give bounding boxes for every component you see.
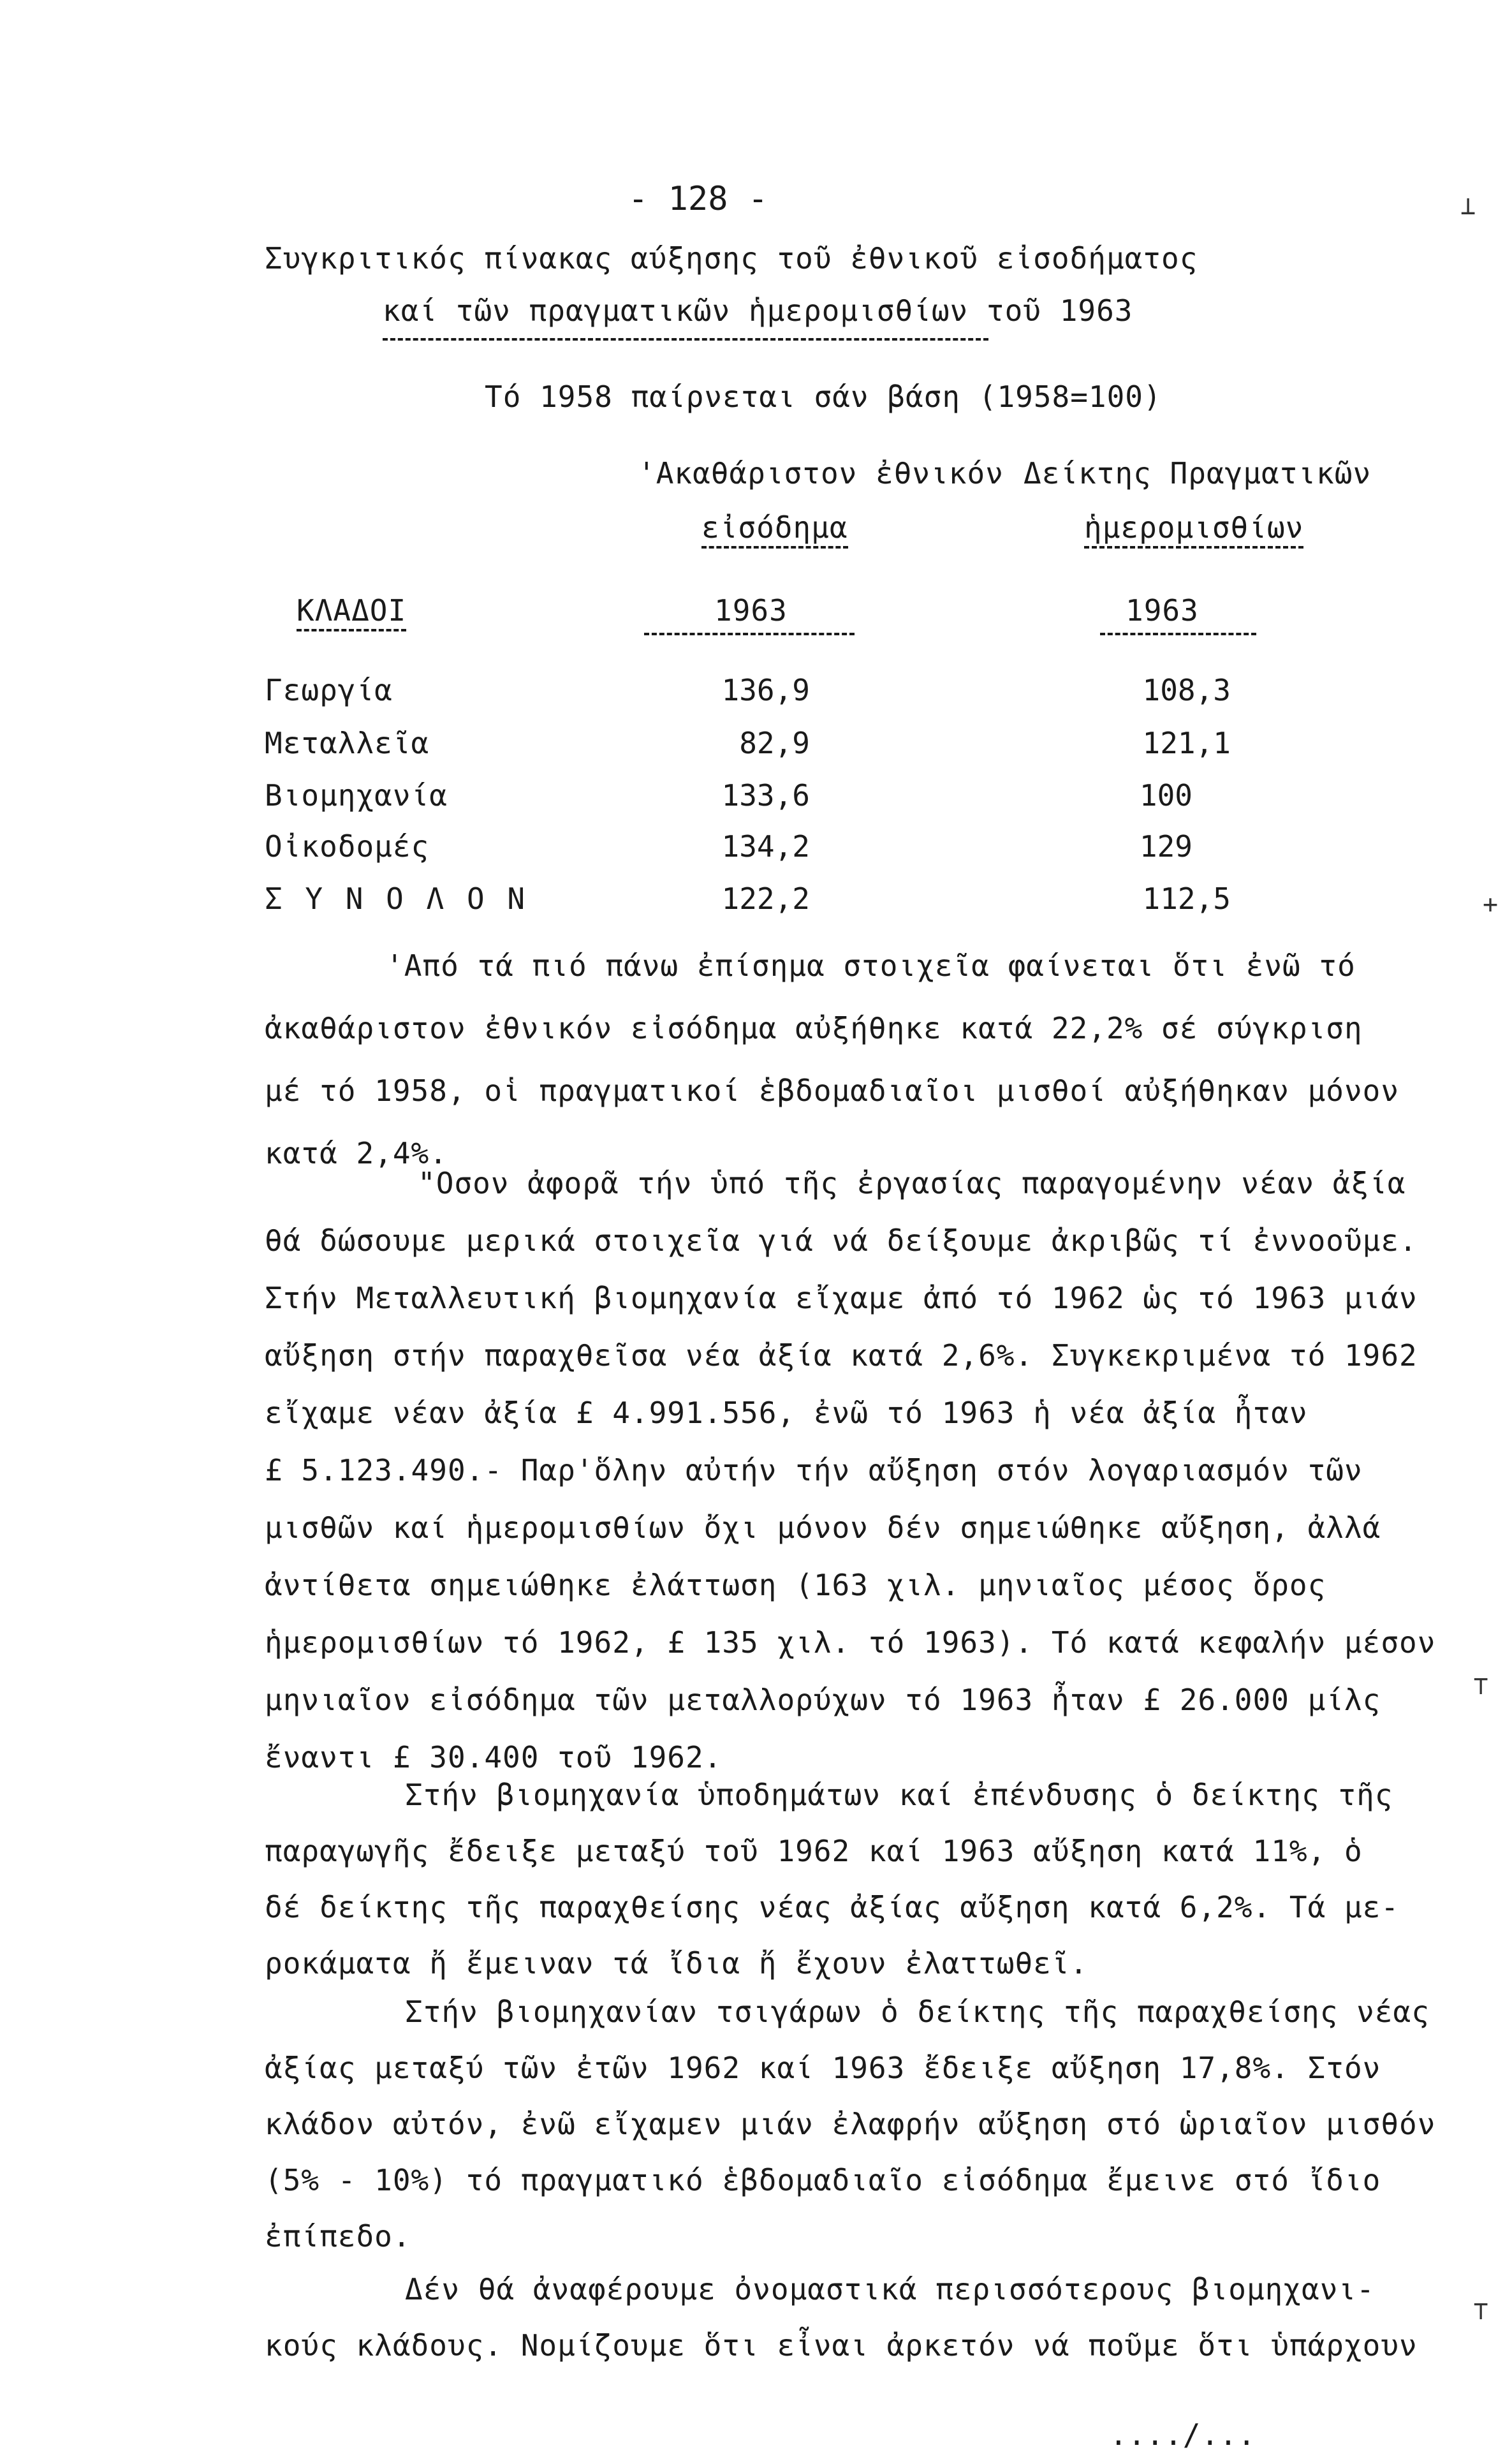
margin-tick-mark: ⊤ [1473, 1671, 1489, 1701]
income-cell: 134,2 [721, 829, 810, 864]
income-cell: 136,9 [721, 673, 810, 707]
income-year-underline [644, 633, 855, 635]
paragraph-line: ἔναντι £ 30.400 τοῦ 1962. [265, 1740, 723, 1774]
title-underline [383, 338, 988, 341]
margin-cross-mark: + [1483, 890, 1499, 919]
paragraph-line: μηνιαῖον εἰσόδημα τῶν μεταλλορύχων τό 1963 ἦταν £ 26.000 μίλς [265, 1683, 1381, 1717]
income-cell: 82,9 [739, 726, 810, 760]
paragraph-line: Δέν θά ἀναφέρουμε ὀνομαστικά περισσότερους βιομηχανι- [405, 2272, 1375, 2306]
paragraph-line: θά δώσουμε μερικά στοιχεῖα γιά νά δείξουμε ἀκριβῶς τί ἐννοοῦμε. [265, 1223, 1418, 1258]
paragraph-4 [265, 1984, 1436, 2264]
paragraph-line: (5% - 10%) τό πραγματικό ἑβδομαδιαῖο εἰσόδημα ἔμεινε στό ἴδιο [265, 2163, 1381, 2197]
margin-tick-mark: ⊤ [1473, 2296, 1489, 2326]
paragraph-line: ἀντίθετα σημειώθηκε ἐλάττωση (163 χιλ. μηνιαῖος μέσος ὅρος [265, 1568, 1326, 1602]
wages-year-underline [1100, 633, 1256, 635]
wages-cell: 100 [1139, 778, 1193, 813]
branch-cell: Γεωργία [265, 673, 393, 707]
branch-cell: Οἰκοδομές [265, 829, 430, 864]
paragraph-line: ροκάματα ἤ ἔμειναν τά ἴδια ἤ ἔχουν ἐλαττωθεῖ. [265, 1946, 1089, 1981]
paragraph-5 [265, 2261, 1418, 2373]
paragraph-line: ἐπίπεδο. [265, 2219, 411, 2254]
paragraph-3 [265, 1767, 1400, 1991]
total-branch-cell: Σ Υ Ν Ο Λ Ο Ν [265, 882, 528, 916]
paragraph-line: Στήν βιομηχανία ὑποδημάτων καί ἐπένδυσης ὁ δείκτης τῆς [405, 1778, 1393, 1812]
wages-cell: 121,1 [1142, 726, 1231, 760]
paragraph-line: ἀκαθάριστον ἐθνικόν εἰσόδημα αὐξήθηκε κατά 22,2% σέ σύγκριση [265, 1011, 1363, 1045]
paragraph-line: ἀξίας μεταξύ τῶν ἐτῶν 1962 καί 1963 ἔδειξε αὔξηση 17,8%. Στόν [265, 2051, 1381, 2085]
paragraph-line: κούς κλάδους. Νομίζουμε ὅτι εἶναι ἀρκετόν νά ποῦμε ὅτι ὑπάρχουν [265, 2328, 1418, 2363]
income-column-year: 1963 [714, 593, 788, 628]
total-wages-cell: 112,5 [1142, 882, 1231, 916]
paragraph-line: εἴχαμε νέαν ἀξία £ 4.991.556, ἐνῶ τό 1963 ἡ νέα ἀξία ἦταν [265, 1396, 1308, 1430]
paragraph-line: παραγωγῆς ἔδειξε μεταξύ τοῦ 1962 καί 1963 αὔξηση κατά 11%, ὁ [265, 1834, 1363, 1868]
paragraph-line: Στήν Μεταλλευτική βιομηχανία εἴχαμε ἀπό τό 1962 ὡς τό 1963 μιάν [265, 1281, 1418, 1315]
paragraph-line: μισθῶν καί ἡμερομισθίων ὄχι μόνον δέν σημειώθηκε αὔξηση, ἀλλά [265, 1510, 1381, 1545]
wages-column-header-line-2: ἡμερομισθίων [1084, 510, 1303, 549]
wages-column-year: 1963 [1126, 593, 1199, 628]
base-year-note: Τό 1958 παίρνεται σάν βάση (1958=100) [485, 380, 1162, 414]
paragraph-line: Στήν βιομηχανίαν τσιγάρων ὁ δείκτης τῆς παραχθείσης νέας [405, 1995, 1430, 2029]
margin-tick-mark: ⊥ [1460, 191, 1476, 221]
continuation-marker: ..../... [1110, 2417, 1256, 2452]
income-cell: 133,6 [721, 778, 810, 813]
paragraph-line: £ 5.123.490.- Παρ'ὅλην αὐτήν τήν αὔξηση στόν λογαριασμόν τῶν [265, 1453, 1363, 1487]
paragraph-2 [265, 1155, 1436, 1786]
wages-cell: 129 [1139, 829, 1193, 864]
income-column-header-line-1: 'Ακαθάριστον ἐθνικόν [638, 456, 1004, 491]
paragraph-line: δέ δείκτης τῆς παραχθείσης νέας ἀξίας αὔξηση κατά 6,2%. Τά με- [265, 1890, 1400, 1924]
page-number: - 128 - [628, 180, 768, 218]
branch-column-header: ΚΛΑΔΟΙ [297, 593, 406, 631]
wages-column-header-line-1: Δείκτης Πραγματικῶν [1024, 456, 1372, 491]
total-income-cell: 122,2 [721, 882, 810, 916]
paragraph-line: κατά 2,4%. [265, 1136, 448, 1170]
paragraph-line: ἡμερομισθίων τό 1962, £ 135 χιλ. τό 1963). Τό κατά κεφαλήν μέσον [265, 1625, 1436, 1660]
paragraph-line: 'Από τά πιό πάνω ἐπίσημα στοιχεῖα φαίνεται ὅτι ἐνῶ τό [386, 948, 1356, 983]
table-title-line-1: Συγκριτικός πίνακας αύξησης τοῦ ἐθνικοῦ εἰσοδήματος [265, 241, 1198, 276]
paragraph-line: αὔξηση στήν παραχθεῖσα νέα ἀξία κατά 2,6%. Συγκεκριμένα τό 1962 [265, 1338, 1418, 1373]
paragraph-1 [265, 934, 1400, 1184]
income-column-header-line-2: εἰσόδημα [701, 510, 848, 549]
paragraph-line: κλάδον αὐτόν, ἐνῶ εἴχαμεν μιάν ἐλαφρήν αὔξηση στό ὡριαῖον μισθόν [265, 2107, 1436, 2141]
branch-cell: Βιομηχανία [265, 778, 448, 813]
branch-cell: Μεταλλεῖα [265, 726, 430, 760]
paragraph-line: "Οσον ἀφορᾶ τήν ὑπό τῆς ἐργασίας παραγομένην νέαν ἀξία [418, 1166, 1406, 1200]
wages-cell: 108,3 [1142, 673, 1231, 707]
paragraph-line: μέ τό 1958, οἱ πραγματικοί ἑβδομαδιαῖοι μισθοί αὐξήθηκαν μόνον [265, 1074, 1400, 1108]
table-title-line-2: καί τῶν πραγματικῶν ἡμερομισθίων τοῦ 1963 [383, 293, 1133, 328]
